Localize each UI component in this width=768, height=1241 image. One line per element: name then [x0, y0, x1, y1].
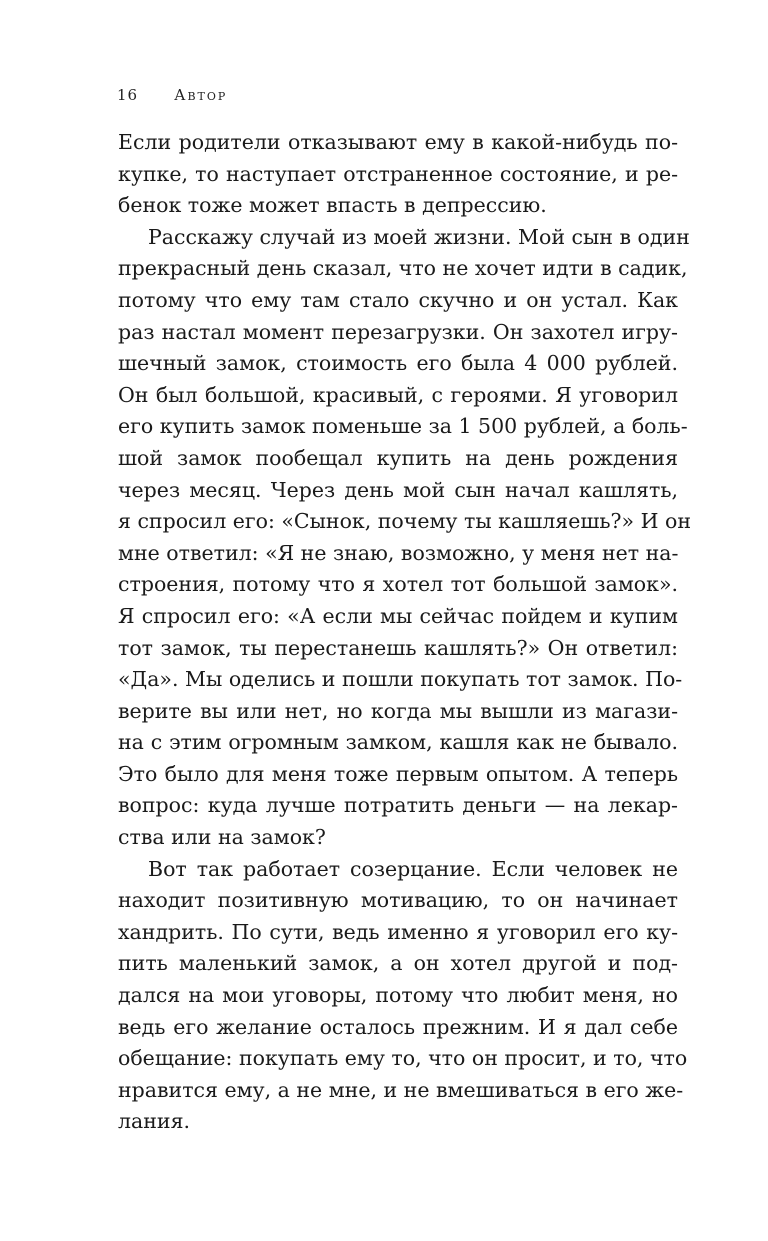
text-line: бенок тоже может впасть в депрессию.	[118, 193, 547, 218]
text-line: Вот так работает созерцание. Если человек не	[148, 856, 678, 881]
text-line: ства или на замок?	[118, 825, 326, 850]
body-text	[118, 127, 692, 1138]
text-line: пить маленький замок, а он хотел другой и под-	[118, 951, 678, 976]
text-line: вопрос: куда лучше потратить деньги — на лекар-	[118, 793, 678, 818]
running-header	[117, 86, 227, 104]
paragraph	[118, 854, 688, 1138]
section-title: Автор	[174, 86, 228, 104]
text-line: Если родители отказывают ему в какой-нибудь по-	[118, 130, 678, 154]
text-line: его купить замок поменьше за 1 500 рублей, а боль-	[118, 414, 688, 439]
text-line: я спросил его: «Сынок, почему ты кашляешь?» И он	[118, 509, 692, 534]
text-line: Я спросил его: «А если мы сейчас пойдем и купим	[118, 603, 678, 628]
page-number: 16	[117, 86, 139, 104]
text-line: шечный замок, стоимость его была 4 000 рублей.	[118, 351, 678, 376]
text-line: «Да». Мы оделись и пошли покупать тот замок. По-	[118, 667, 683, 692]
text-line: хандрить. По сути, ведь именно я уговорил его ку-	[118, 919, 678, 944]
text-line: находит позитивную мотивацию, то он начинает	[118, 888, 678, 913]
text-line: лания.	[118, 1109, 191, 1134]
text-line: мне ответил: «Я не знаю, возможно, у меня нет на-	[118, 540, 679, 565]
text-line: нравится ему, а не мне, и не вмешиваться в его же-	[118, 1077, 684, 1102]
text-line: верите вы или нет, но когда мы вышли из магази-	[118, 698, 678, 723]
paragraph	[118, 127, 678, 222]
text-line: раз настал момент перезагрузки. Он захотел игру-	[118, 319, 678, 344]
text-line: шой замок пообещал купить на день рождения	[118, 445, 678, 470]
text-line: на с этим огромным замком, кашля как не бывало.	[118, 730, 678, 755]
text-line: через месяц. Через день мой сын начал кашлять,	[118, 477, 678, 502]
text-line: Он был большой, красивый, с героями. Я уговорил	[118, 382, 678, 407]
text-line: Это было для меня тоже первым опытом. А теперь	[118, 761, 678, 786]
paragraph	[118, 222, 692, 854]
text-line: тот замок, ты перестанешь кашлять?» Он ответил:	[118, 635, 678, 660]
text-line: дался на мои уговоры, потому что любит меня, но	[118, 983, 678, 1008]
text-line: Расскажу случай из моей жизни. Мой сын в один	[148, 224, 690, 249]
text-line: потому что ему там стало скучно и он устал. Как	[118, 287, 678, 312]
text-line: купке, то наступает отстраненное состояние, и ре-	[118, 161, 678, 186]
text-line: строения, потому что я хотел тот большой замок».	[118, 572, 678, 597]
text-line: прекрасный день сказал, что не хочет идти в садик,	[118, 256, 688, 281]
text-line: обещание: покупать ему то, что он просит, и то, что	[118, 1046, 688, 1071]
text-line: ведь его желание осталось прежним. И я дал себе	[118, 1014, 678, 1039]
